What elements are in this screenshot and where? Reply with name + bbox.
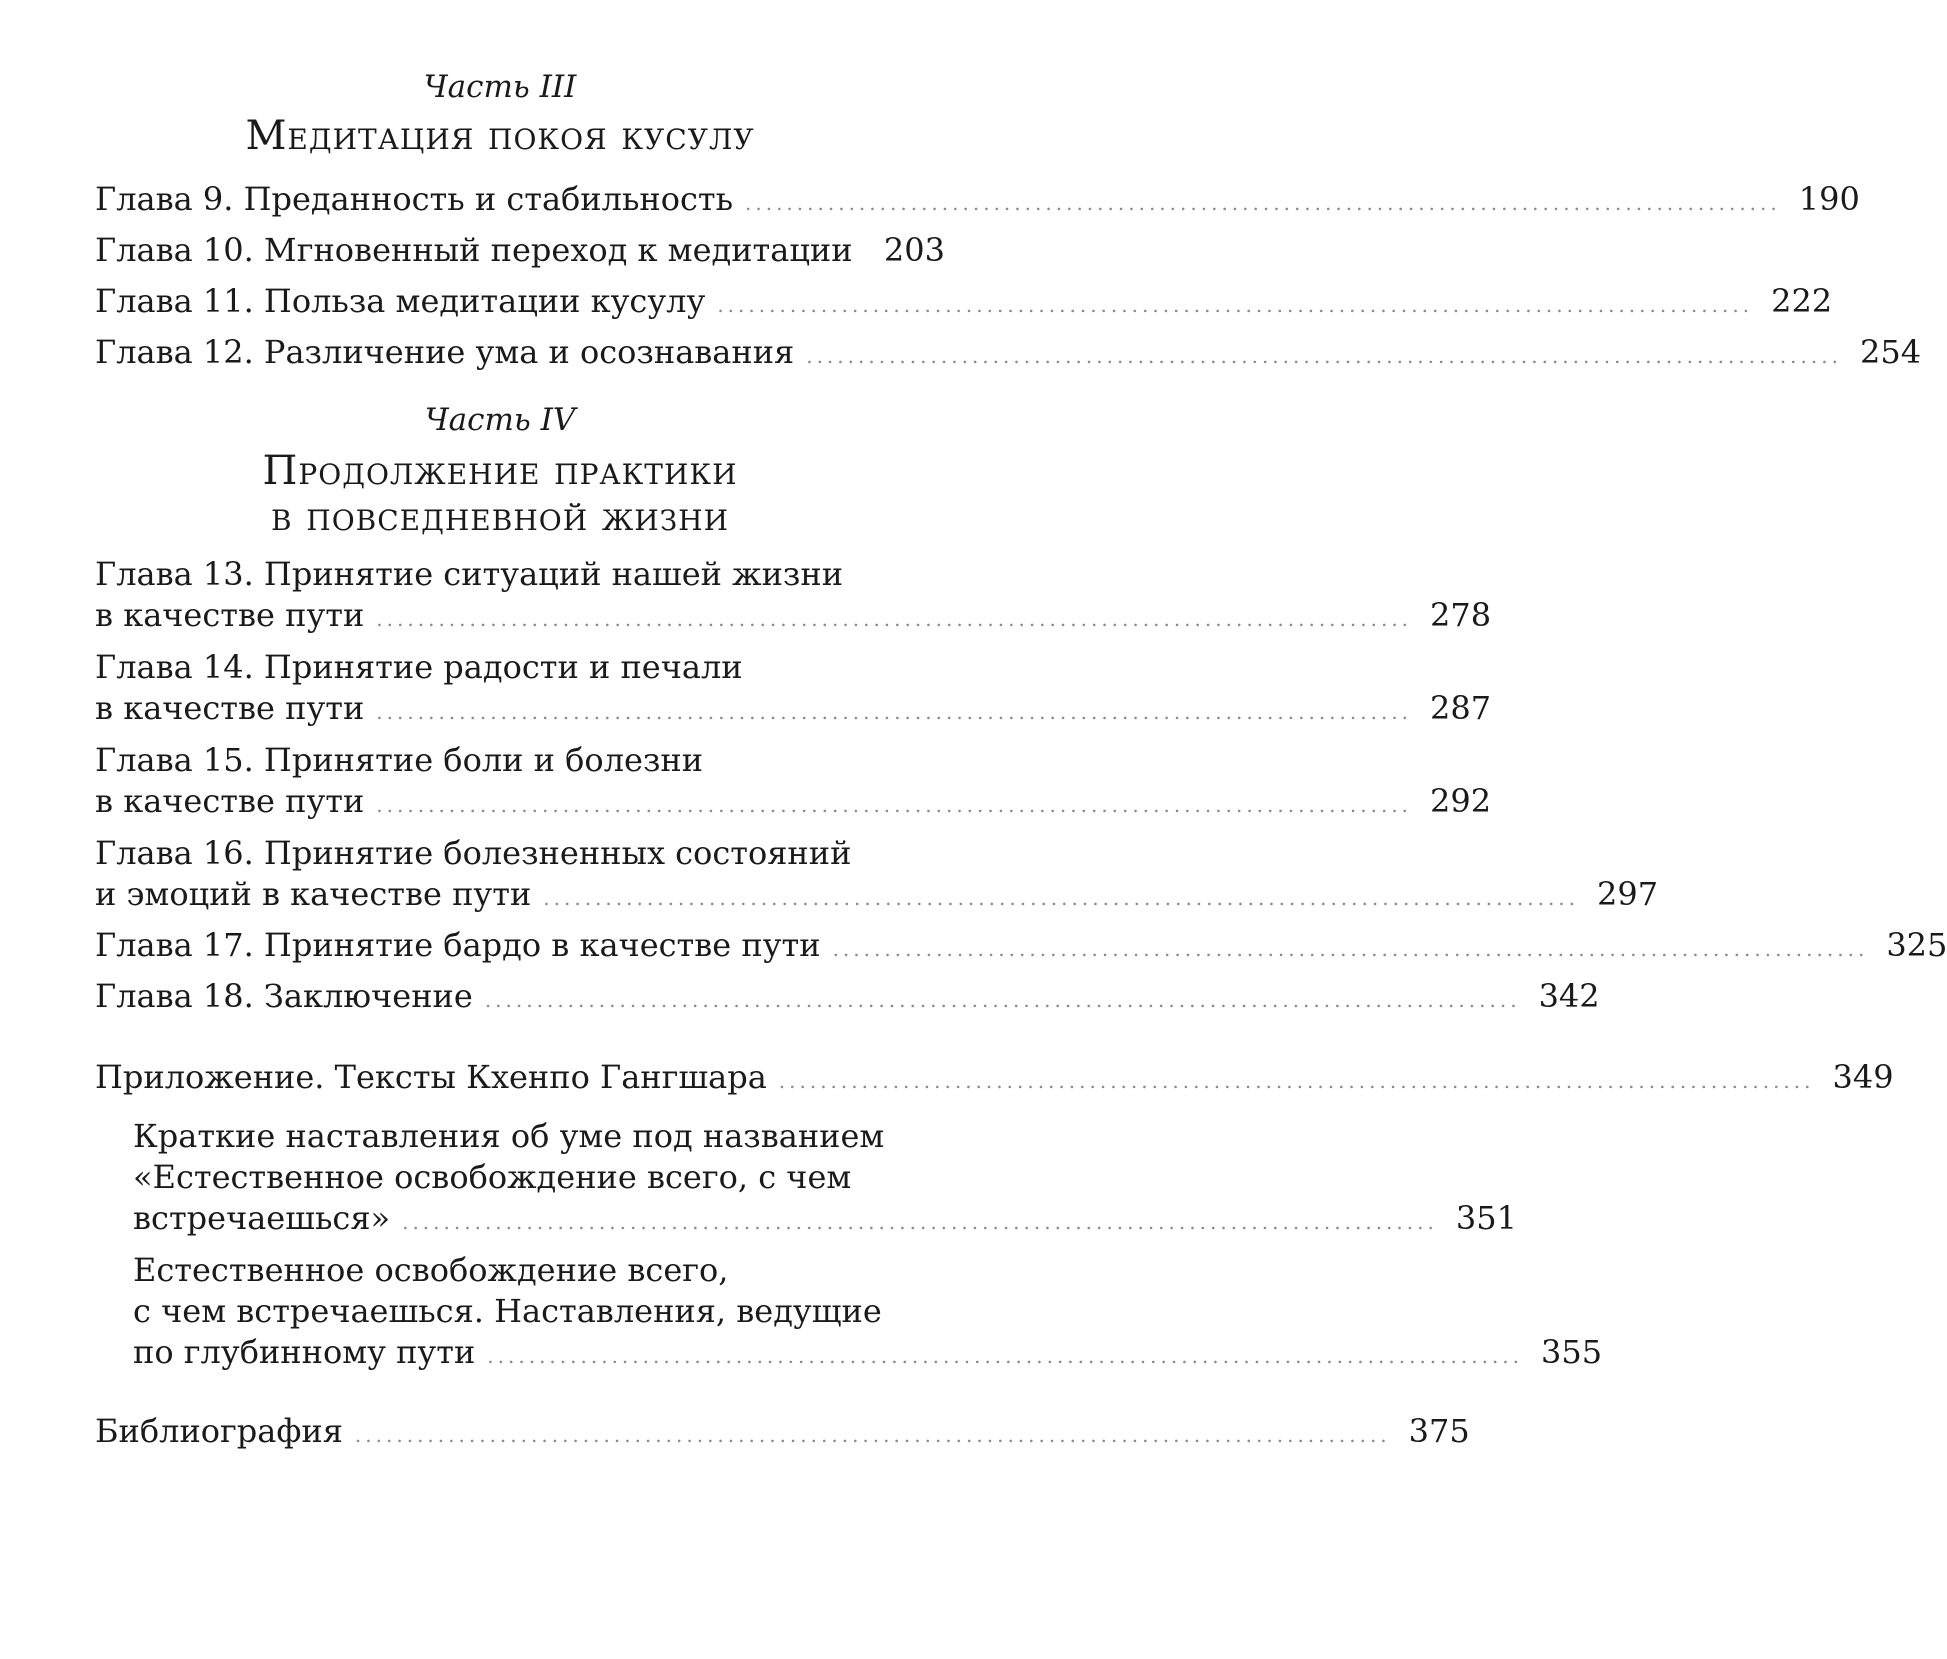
toc-entry-appendix-sub1-line3[interactable]: [133, 1193, 1517, 1243]
toc-entry-ch16-line2[interactable]: [95, 869, 1659, 919]
toc-page-number: 287: [1430, 689, 1492, 727]
toc-page-number: 375: [1408, 1412, 1470, 1450]
toc-page-number: 292: [1430, 782, 1492, 820]
toc-entry-ch12[interactable]: [95, 327, 1922, 377]
toc-entry-text: Приложение. Тексты Кхенпо Гангшара: [95, 1058, 767, 1096]
part3-title: Медитация покоя кусулу: [245, 113, 755, 159]
leader-dots: ....................................................................................................: [376, 793, 1413, 817]
leader-dots: ....................................................................................................: [806, 344, 1842, 368]
toc-entry-text: Естественное освобождение всего,: [133, 1251, 729, 1289]
toc-entry-text: встречаешься»: [133, 1199, 391, 1237]
leader-dots: ....................................................................................................: [376, 607, 1413, 631]
toc-entry-ch9[interactable]: [95, 174, 1860, 224]
part3-label: Часть III: [423, 69, 577, 105]
toc-entry-ch14-line2[interactable]: [95, 683, 1492, 733]
toc-entry-text: Глава 9. Преданность и стабильность: [95, 180, 733, 218]
toc-entry-text: и эмоций в качестве пути: [95, 875, 532, 913]
leader-dots: ....................................................................................................: [354, 1423, 1391, 1447]
toc-entry-text: Глава 18. Заключение: [95, 977, 473, 1015]
leader-dots: ....................................................................................................: [543, 886, 1580, 910]
toc-entry-text: в качестве пути: [95, 782, 365, 820]
toc-entry-ch10[interactable]: [95, 225, 945, 275]
toc-entry-text: Глава 11. Польза медитации кусулу: [95, 282, 706, 320]
toc-entry-ch15-line2[interactable]: [95, 776, 1492, 826]
toc-entry-text: Глава 17. Принятие бардо в качестве пути: [95, 926, 821, 964]
toc-entry-text: Глава 12. Различение ума и осознавания: [95, 333, 795, 371]
toc-page-number: 349: [1832, 1058, 1894, 1096]
toc-entry-ch13-line2[interactable]: [95, 590, 1492, 640]
toc-entry-text: в качестве пути: [95, 689, 365, 727]
toc-page-number: 351: [1455, 1199, 1517, 1237]
toc-entry-appendix[interactable]: [95, 1052, 1894, 1102]
toc-entry-ch17[interactable]: [95, 920, 1947, 970]
leader-dots: [865, 229, 866, 279]
toc-entry-ch18[interactable]: [95, 971, 1600, 1021]
toc-page-number: 203: [883, 231, 945, 269]
toc-entry-text: Глава 14. Принятие радости и печали: [95, 648, 743, 686]
leader-dots: ....................................................................................................: [484, 988, 1521, 1012]
part4-title-line2: в повседневной жизни: [271, 494, 729, 540]
toc-page-number: 355: [1541, 1333, 1603, 1371]
leader-dots: ....................................................................................................: [778, 1069, 1815, 1093]
toc-entry-text: Библиография: [95, 1412, 343, 1450]
toc-entry-text: «Естественное освобождение всего, с чем: [133, 1158, 852, 1196]
leader-dots: ....................................................................................................: [717, 293, 1754, 317]
leader-dots: ....................................................................................................: [376, 700, 1413, 724]
toc-page-number: 325: [1886, 926, 1947, 964]
toc-entry-ch11[interactable]: [95, 276, 1833, 326]
toc-page-number: 190: [1798, 180, 1860, 218]
toc-entry-text: в качестве пути: [95, 596, 365, 634]
toc-page-number: 222: [1771, 282, 1833, 320]
toc-page-number: 342: [1538, 977, 1600, 1015]
leader-dots: ....................................................................................................: [745, 191, 1781, 215]
toc-entry-text: по глубинному пути: [133, 1333, 476, 1371]
toc-entry-text: Глава 15. Принятие боли и болезни: [95, 741, 704, 779]
leader-dots: ....................................................................................................: [402, 1210, 1438, 1234]
toc-entry-text: Глава 13. Принятие ситуаций нашей жизни: [95, 555, 844, 593]
toc-entry-text: Глава 10. Мгновенный переход к медитации: [95, 231, 853, 269]
leader-dots: ....................................................................................................: [832, 937, 1869, 961]
toc-page-number: 254: [1859, 333, 1922, 371]
part4-title-line1: Продолжение практики: [262, 448, 738, 494]
toc-page-number: 278: [1430, 596, 1492, 634]
toc-entry-text: с чем встречаешься. Наставления, ведущие: [133, 1292, 882, 1330]
part4-label: Часть IV: [424, 402, 576, 438]
toc-entry-text: Краткие наставления об уме под названием: [133, 1117, 885, 1155]
toc-entry-text: Глава 16. Принятие болезненных состояний: [95, 834, 852, 872]
toc-entry-appendix-sub2-line3[interactable]: [133, 1327, 1603, 1377]
toc-entry-bibliography[interactable]: [95, 1406, 1470, 1456]
leader-dots: ....................................................................................................: [487, 1344, 1524, 1368]
toc-page-number: 297: [1597, 875, 1659, 913]
